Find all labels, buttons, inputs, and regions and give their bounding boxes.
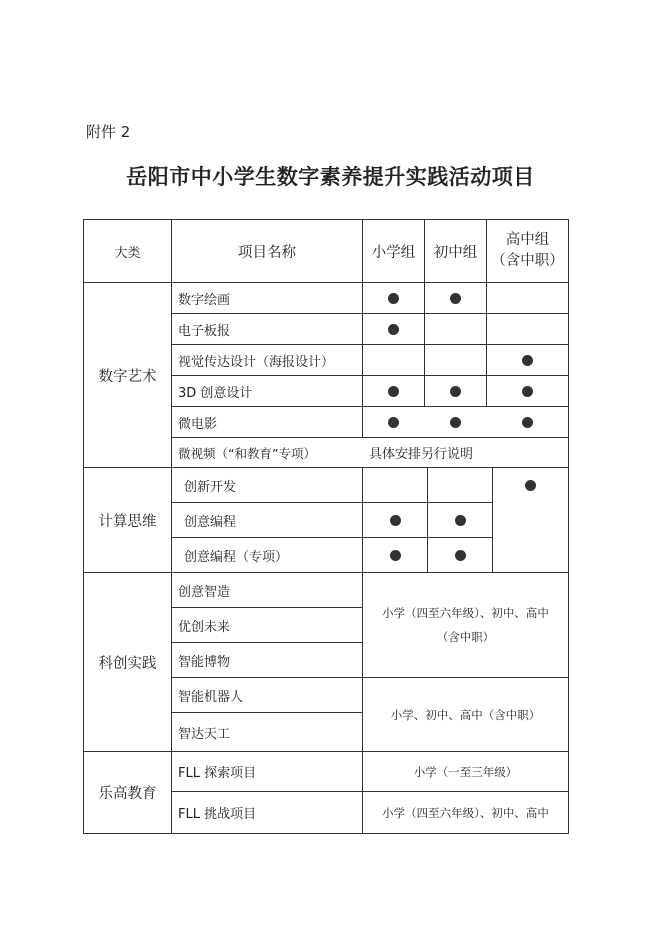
header-junior: 初中组 (433, 244, 478, 261)
participation-dot (525, 480, 536, 491)
category-computational: 计算思维 (98, 513, 157, 530)
mark-creative-coding-junior (428, 503, 492, 537)
project-creative-coding: 创意编程 (184, 514, 237, 530)
mark-3d-design-primary (363, 376, 424, 406)
project-micro-film: 微电影 (178, 416, 218, 432)
document-title: 岳阳市中小学生数字素养提升实践活动项目 (126, 164, 535, 189)
participation-dot (455, 515, 466, 526)
project-3d-design: 3D 创意设计 (178, 385, 253, 401)
project-robot: 智能机器人 (178, 689, 244, 705)
project-e-newspaper: 电子板报 (178, 323, 231, 339)
header-category: 大类 (114, 245, 141, 261)
mark-creative-coding-special-junior (428, 538, 492, 572)
project-smart-expo: 智能博物 (178, 654, 231, 670)
project-innovative-dev: 创新开发 (184, 479, 237, 495)
note-fll-explore: 小学（一至三年级） (413, 764, 518, 779)
participation-dot (390, 550, 401, 561)
project-visual-design: 视觉传达设计（海报设计） (178, 354, 335, 370)
project-fll-explore: FLL 探索项目 (178, 766, 257, 781)
note-innovation-group1: 小学（四至六年级）、初中、高中（含中职） (382, 606, 549, 644)
category-lego: 乐高教育 (98, 786, 157, 802)
mark-creative-coding-special-primary (363, 538, 427, 572)
mark-creative-coding-primary (363, 503, 427, 537)
mark-digital-painting-primary (363, 283, 424, 313)
mark-3d-design-senior (487, 376, 568, 406)
mark-micro-film-primary (363, 407, 424, 437)
participation-dot (522, 386, 533, 397)
project-smart-sky: 智达天工 (178, 726, 231, 742)
note-micro-video: 具体安排另行说明 (369, 447, 474, 462)
project-creative-making: 创意智造 (178, 584, 231, 600)
header-primary: 小学组 (371, 244, 416, 261)
project-fll-challenge: FLL 挑战项目 (178, 807, 257, 822)
project-digital-painting: 数字绘画 (178, 292, 231, 308)
project-micro-video: 微视频（“和教育”专项） (178, 445, 316, 461)
participation-dot (450, 417, 461, 428)
note-innovation-group2: 小学、初中、高中（含中职） (390, 707, 541, 722)
participation-dot (388, 386, 399, 397)
participation-dot (450, 293, 461, 304)
mark-e-newspaper-primary (363, 314, 424, 344)
note-fll-challenge: 小学（四至六年级）、初中、高中 (382, 805, 549, 820)
participation-dot (522, 355, 533, 366)
header-senior-line1: 高中组 (505, 232, 550, 248)
project-creative-coding-special: 创意编程（专项） (184, 549, 289, 565)
participation-dot (388, 324, 399, 335)
participation-dot (522, 417, 533, 428)
mark-micro-film-junior (425, 407, 486, 437)
participation-dot (388, 293, 399, 304)
header-project: 项目名称 (238, 244, 296, 261)
mark-digital-painting-junior (425, 283, 486, 313)
participation-dot (388, 417, 399, 428)
participation-dot (390, 515, 401, 526)
header-senior (487, 220, 568, 282)
mark-micro-film-senior (487, 407, 568, 437)
category-innovation: 科创实践 (98, 655, 157, 672)
header-senior-line2: （含中职） (491, 253, 564, 269)
mark-3d-design-junior (425, 376, 486, 406)
mark-innovative-dev-senior (493, 468, 568, 502)
participation-dot (450, 386, 461, 397)
participation-dot (455, 550, 466, 561)
attachment-label: 附件 2 (86, 123, 131, 141)
category-digital-art: 数字艺术 (98, 368, 157, 385)
mark-visual-design-senior (487, 345, 568, 375)
project-future-creation: 优创未来 (178, 619, 231, 635)
